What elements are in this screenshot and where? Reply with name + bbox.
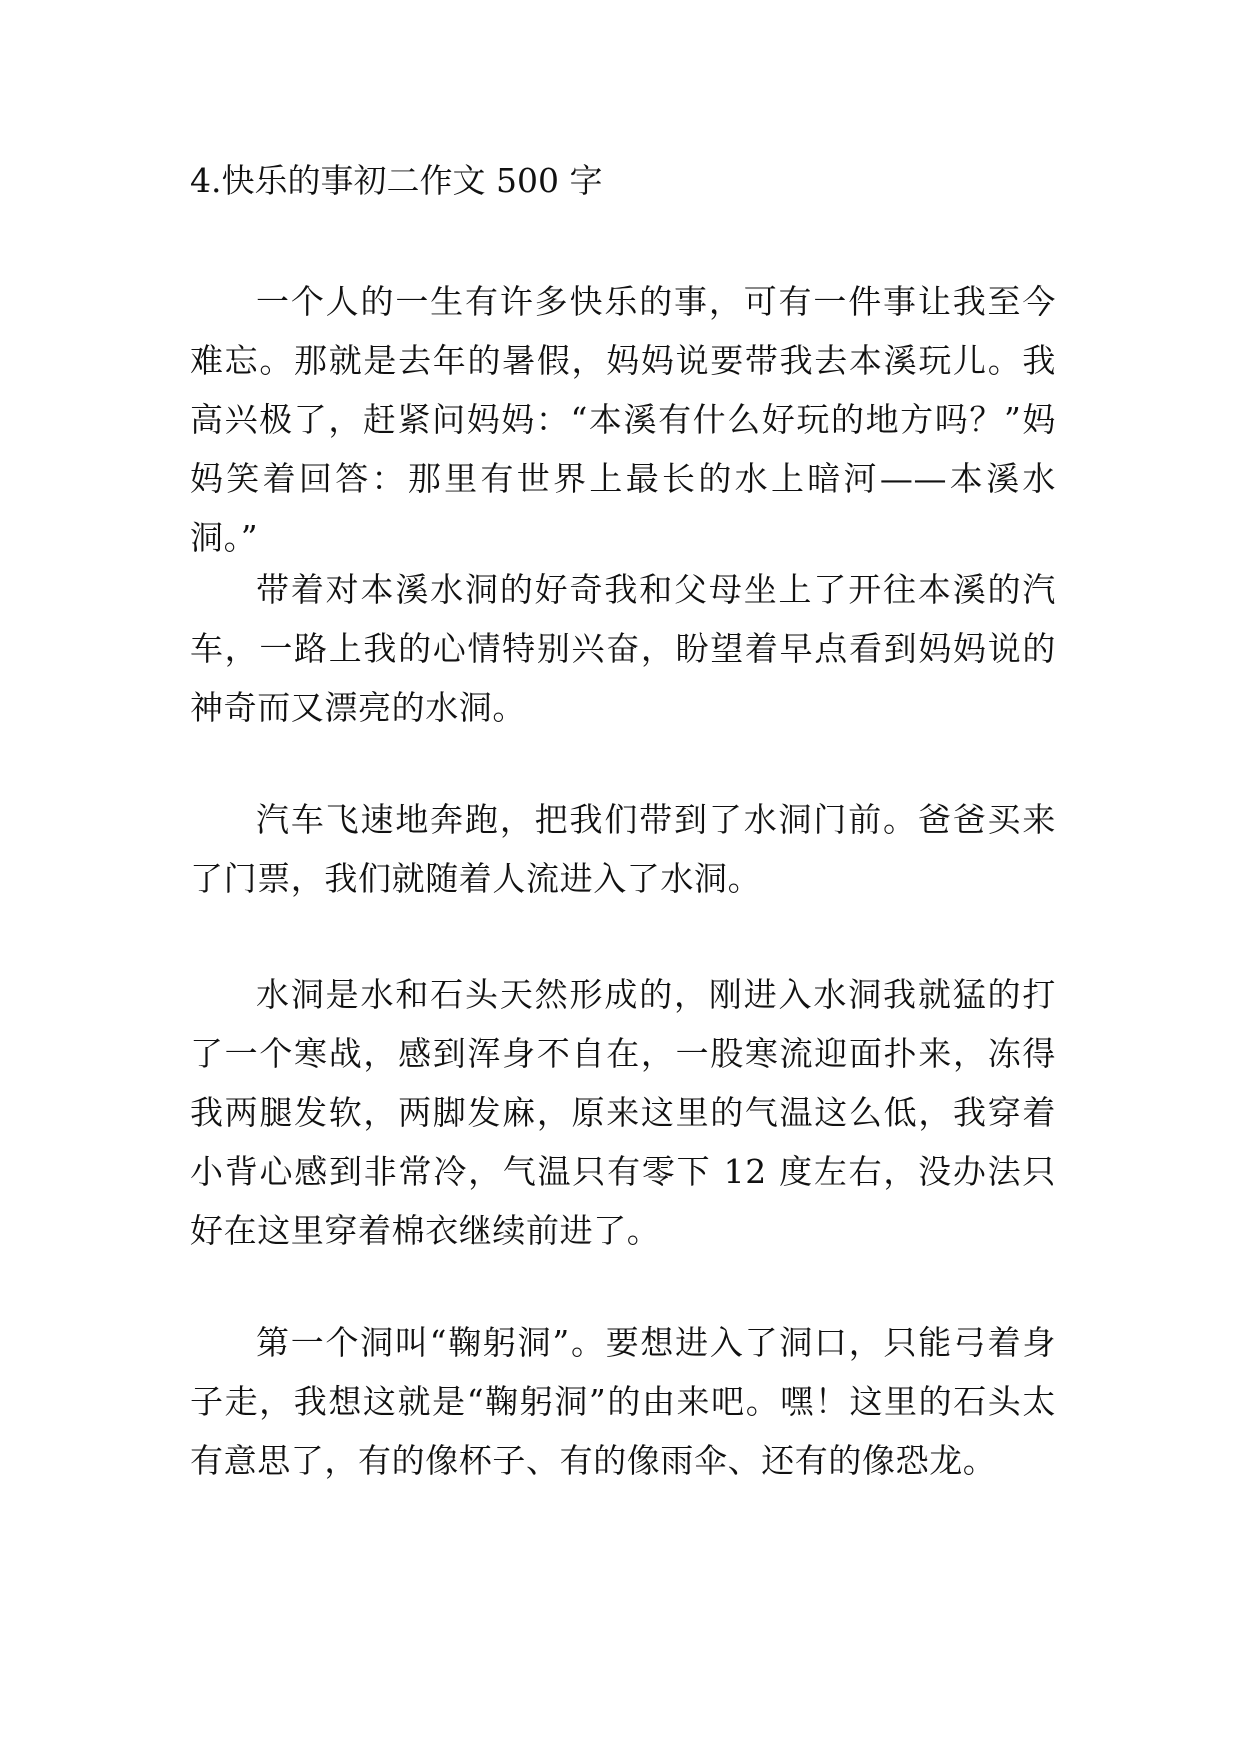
paragraph-3: 汽车飞速地奔跑，把我们带到了水洞门前。爸爸买来了门票，我们就随着人流进入了水洞。 [190, 800, 1056, 898]
paragraph-5: 第一个洞叫“鞠躬洞”。要想进入了洞口，只能弓着身子走，我想这就是“鞠躬洞”的由来吧。嘿！这里的石头太有意思了，有的像杯子、有的像雨伞、还有的像恐龙。 [190, 1323, 1056, 1480]
paragraph-4: 水洞是水和石头天然形成的，刚进入水洞我就猛的打了一个寒战，感到浑身不自在，一股寒流迎面扑来，冻得我两腿发软，两脚发麻，原来这里的气温这么低，我穿着小背心感到非常冷，气温只有零下 12 度左右，没办法只好在这里穿着棉衣继续前进了。 [190, 975, 1056, 1250]
paragraph-2: 带着对本溪水洞的好奇我和父母坐上了开往本溪的汽车，一路上我的心情特别兴奋，盼望着早点看到妈妈说的神奇而又漂亮的水洞。 [190, 570, 1056, 727]
paragraph-1: 一个人的一生有许多快乐的事，可有一件事让我至今难忘。那就是去年的暑假，妈妈说要带我去本溪玩儿。我高兴极了，赶紧问妈妈：“本溪有什么好玩的地方吗？”妈妈笑着回答：那里有世界上最长的水上暗河——本溪水洞。” [190, 282, 1056, 557]
document-title: 4.快乐的事初二作文 500 字 [190, 161, 603, 200]
